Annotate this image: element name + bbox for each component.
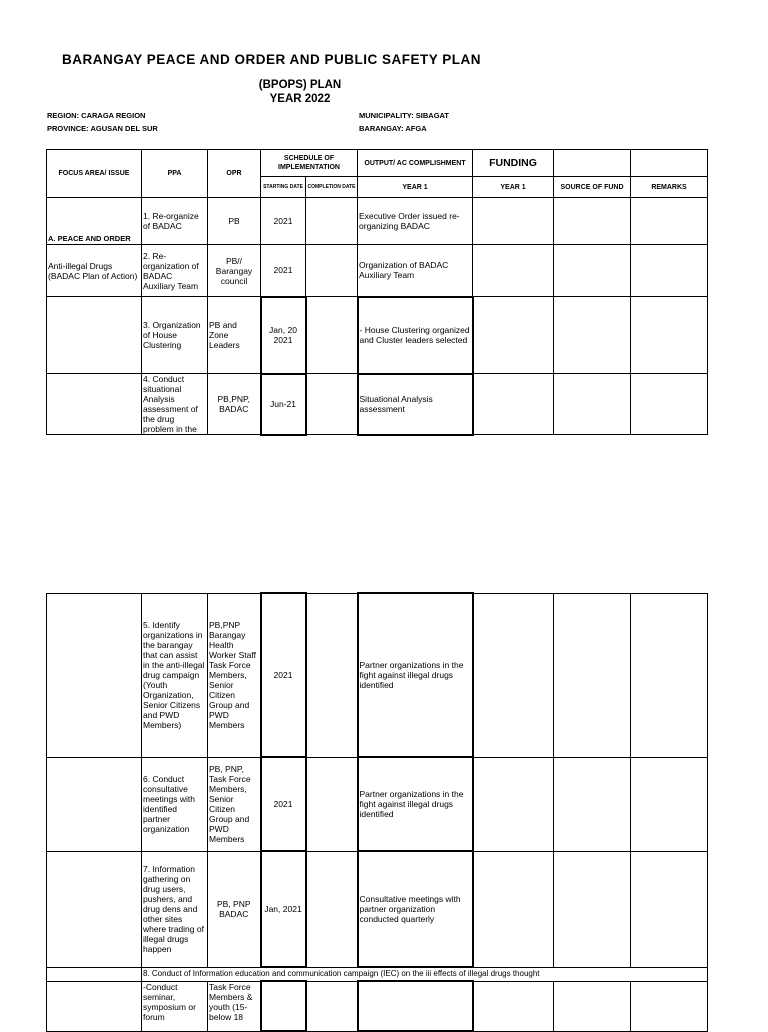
row-output: Situational Analysis assessment	[358, 374, 473, 435]
row-output: Organization of BADAC Auxiliary Team	[358, 245, 473, 297]
row-ppa: 1. Re-organize of BADAC	[142, 198, 208, 245]
row-focus: A. PEACE AND ORDER	[47, 198, 142, 245]
row-ppa: 2. Re-organization of BADAC Auxiliary Team	[142, 245, 208, 297]
row-source	[554, 851, 631, 967]
header-opr: OPR	[208, 150, 261, 198]
header-output: OUTPUT/ AC COMPLISHMENT	[358, 150, 473, 177]
row-ppa: 3. Organization of House Clustering	[142, 297, 208, 374]
plan-table-1	[46, 149, 708, 436]
header-funding: FUNDING	[473, 150, 554, 177]
row-source	[554, 297, 631, 374]
plan-subtitle: (BPOPS) PLAN	[258, 79, 342, 91]
row-source	[554, 245, 631, 297]
row-funding	[473, 593, 554, 757]
row-start: 2021	[261, 593, 306, 757]
header-empty-2	[631, 150, 708, 177]
row-start: Jan, 20 2021	[261, 297, 306, 374]
row-start: Jun-21	[261, 374, 306, 435]
row-ppa: 5. Identify organizations in the barangay that can assist in the anti-illegal drug campaign (Youth Organization, Senior Citizens and PWD Members)	[142, 593, 208, 757]
row-start: Jan, 2021	[261, 851, 306, 967]
row-ppa: -Conduct seminar, symposium or forum	[142, 981, 208, 1031]
row-ppa: 7. Information gathering on drug users, pushers, and drug dens and other sites where trading of illegal drugs happen	[142, 851, 208, 967]
row-start: 2021	[261, 198, 306, 245]
row-output: Consultative meetings with partner organization conducted quarterly	[358, 851, 473, 967]
row-focus	[47, 851, 142, 967]
row-output: Partner organizations in the fight against illegal drugs identified	[358, 593, 473, 757]
barangay-label: BARANGAY: AFGA	[359, 124, 427, 133]
header-empty-1	[554, 150, 631, 177]
row-funding	[473, 851, 554, 967]
header-completion: COMPLETION DATE	[306, 177, 358, 198]
header-funding-year: YEAR 1	[473, 177, 554, 198]
row-start: 2021	[261, 757, 306, 851]
row-completion	[306, 757, 358, 851]
header-ppa: PPA	[142, 150, 208, 198]
row-focus: Anti-illegal Drugs (BADAC Plan of Action)	[47, 245, 142, 297]
row-focus	[47, 593, 142, 757]
row-focus	[47, 967, 142, 981]
row-focus	[47, 374, 142, 435]
row-focus	[47, 297, 142, 374]
row-start: 2021	[261, 245, 306, 297]
row-source	[554, 593, 631, 757]
header-schedule: SCHEDULE OF IMPLEMENTATION	[261, 150, 358, 177]
row-ppa: 4. Conduct situational Analysis assessment of the drug problem in the	[142, 374, 208, 435]
header-source: SOURCE OF FUND	[554, 177, 631, 198]
row-completion	[306, 374, 358, 435]
province-label: PROVINCE: AGUSAN DEL SUR	[47, 124, 158, 133]
header-output-year: YEAR 1	[358, 177, 473, 198]
row-focus	[47, 757, 142, 851]
row-completion	[306, 245, 358, 297]
row-funding	[473, 198, 554, 245]
row-source	[554, 198, 631, 245]
row-remarks	[631, 757, 708, 851]
row-output: Partner organizations in the fight against illegal drugs identified	[358, 757, 473, 851]
row-opr: PB, PNP BADAC	[208, 851, 261, 967]
row-opr: PB and Zone Leaders	[208, 297, 261, 374]
row-opr: PB, PNP, Task Force Members, Senior Citizen Group and PWD Members	[208, 757, 261, 851]
plan-year: YEAR 2022	[269, 93, 331, 105]
row-opr: PB// Barangay council	[208, 245, 261, 297]
row-remarks	[631, 198, 708, 245]
row-remarks	[631, 297, 708, 374]
header-focus: FOCUS AREA/ ISSUE	[47, 150, 142, 198]
region-label: REGION: CARAGA REGION	[47, 111, 146, 120]
row-completion	[306, 297, 358, 374]
row-opr: Task Force Members & youth (15-below 18	[208, 981, 261, 1031]
row-opr: PB,PNP, BADAC	[208, 374, 261, 435]
row-funding	[473, 374, 554, 435]
row-opr: PB	[208, 198, 261, 245]
row-source	[554, 757, 631, 851]
row-funding	[473, 245, 554, 297]
row-opr: PB,PNP Barangay Health Worker Staff Task Force Members, Senior Citizen Group and PWD Members	[208, 593, 261, 757]
row-source	[554, 374, 631, 435]
row-completion	[306, 198, 358, 245]
municipality-label: MUNICIPALITY: SIBAGAT	[359, 111, 449, 120]
row-ppa: 6. Conduct consultative meetings with identified partner organization	[142, 757, 208, 851]
plan-table-2	[46, 592, 708, 1032]
row-remarks	[631, 851, 708, 967]
row-completion	[306, 851, 358, 967]
row-funding	[473, 757, 554, 851]
header-starting: STARTING DATE	[261, 177, 306, 198]
row-remarks	[631, 245, 708, 297]
row-funding	[473, 297, 554, 374]
row-output: - House Clustering organized and Cluster leaders selected	[358, 297, 473, 374]
row-8-description: 8. Conduct of Information education and communication campaign (IEC) on the iii effects of illegal drugs thought	[142, 967, 708, 981]
row-output: Executive Order issued re-organizing BADAC	[358, 198, 473, 245]
header-remarks: REMARKS	[631, 177, 708, 198]
row-completion	[306, 593, 358, 757]
row-remarks	[631, 374, 708, 435]
plan-title: BARANGAY PEACE AND ORDER AND PUBLIC SAFETY PLAN	[62, 52, 482, 67]
row-remarks	[631, 593, 708, 757]
